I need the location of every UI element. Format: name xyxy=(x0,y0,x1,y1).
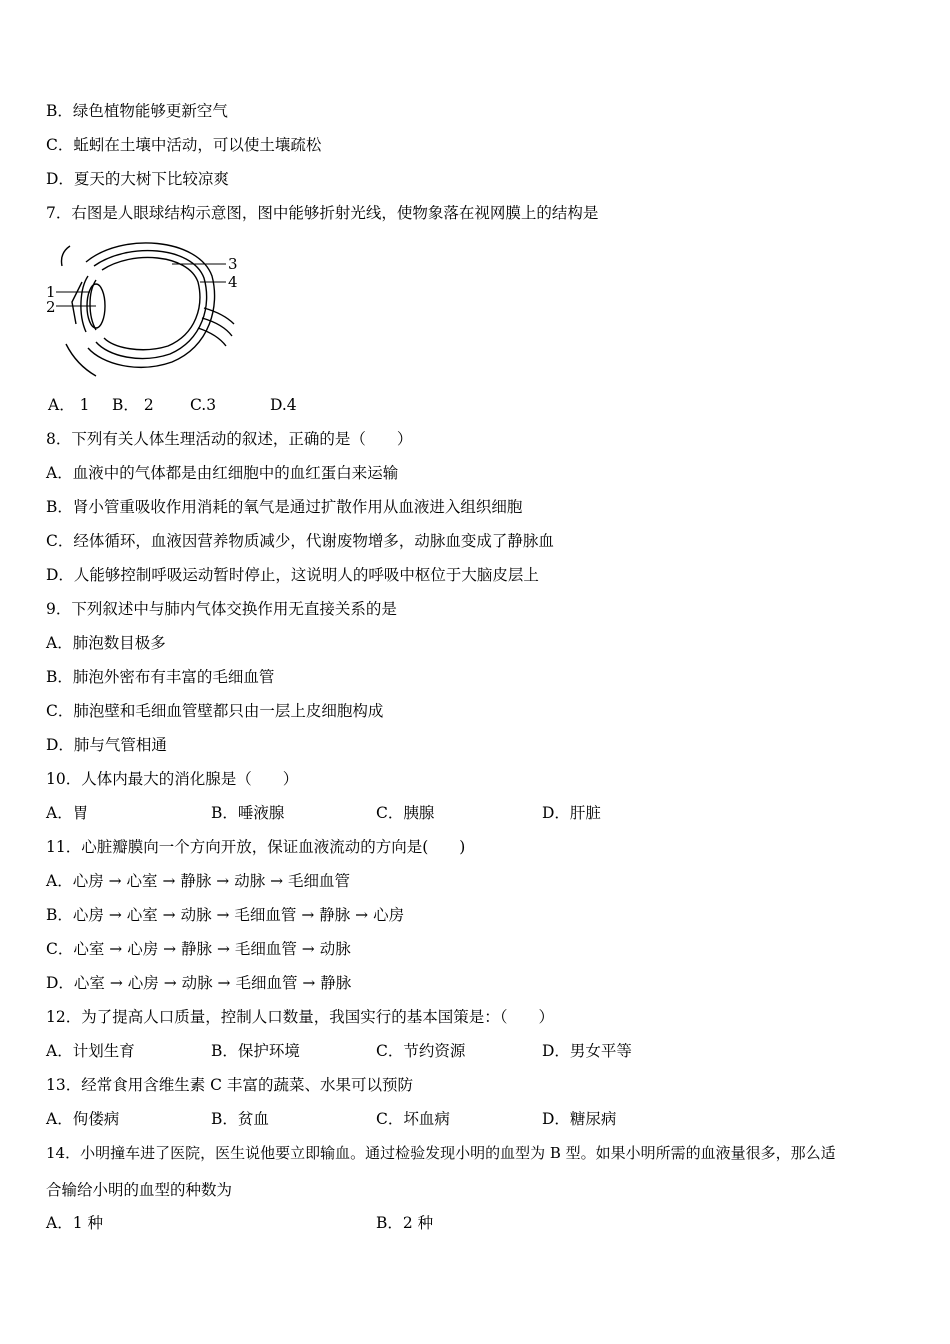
line-q9-b: B．肺泡外密布有丰富的毛细血管 xyxy=(46,668,275,686)
line-q11-b: B．心房 → 心室 → 动脉 → 毛细血管 → 静脉 → 心房 xyxy=(46,906,405,924)
option: C.3 xyxy=(190,396,217,414)
option: B．唾液腺 xyxy=(211,804,285,822)
line-q6-d: D．夏天的大树下比较凉爽 xyxy=(46,170,229,188)
question-12: 12．为了提高人口质量，控制人口数量，我国实行的基本国策是：（ ） xyxy=(46,1008,554,1026)
option: D．糖尿病 xyxy=(542,1110,617,1128)
option: D．男女平等 xyxy=(542,1042,632,1060)
option: B．保护环境 xyxy=(211,1042,300,1060)
eye-label-2: 2 xyxy=(46,298,56,316)
question-7: 7．右图是人眼球结构示意图，图中能够折射光线，使物象落在视网膜上的结构是 xyxy=(46,204,599,222)
question-14: 14．小明撞车进了医院，医生说他要立即输血。通过检验发现小明的血型为 B 型。如果小明所需的血液量很多，那么适 xyxy=(46,1144,836,1162)
line-q9-a: A．肺泡数目极多 xyxy=(46,634,166,652)
line-q11-d: D．心室 → 心房 → 动脉 → 毛细血管 → 静脉 xyxy=(46,974,352,992)
option: A．胃 xyxy=(46,804,89,822)
option: B． 2 xyxy=(112,396,154,414)
line-q11-a: A．心房 → 心室 → 静脉 → 动脉 → 毛细血管 xyxy=(46,872,351,890)
question-8: 8．下列有关人体生理活动的叙述，正确的是（ ） xyxy=(46,430,413,448)
option: A．1 种 xyxy=(46,1214,103,1232)
line-q9-c: C．肺泡壁和毛细血管壁都只由一层上皮细胞构成 xyxy=(46,702,384,720)
eye-label-4: 4 xyxy=(228,273,238,291)
option: B．2 种 xyxy=(376,1214,434,1232)
question-11: 11．心脏瓣膜向一个方向开放，保证血液流动的方向是( ) xyxy=(46,838,466,856)
line-q6-b: B．绿色植物能够更新空气 xyxy=(46,102,228,120)
line-q8-a: A．血液中的气体都是由红细胞中的血红蛋白来运输 xyxy=(46,464,399,482)
question-13: 13．经常食用含维生素 C 丰富的蔬菜、水果可以预防 xyxy=(46,1076,413,1094)
eye-label-3: 3 xyxy=(228,255,238,273)
option: B．贫血 xyxy=(211,1110,269,1128)
eye-structure-diagram xyxy=(42,236,242,382)
line-q8-b: B．肾小管重吸收作用消耗的氧气是通过扩散作用从血液进入组织细胞 xyxy=(46,498,523,516)
option: D.4 xyxy=(270,396,297,414)
option: C．节约资源 xyxy=(376,1042,466,1060)
line-q11-c: C．心室 → 心房 → 静脉 → 毛细血管 → 动脉 xyxy=(46,940,351,958)
eye-label-1: 1 xyxy=(46,283,56,301)
line-q9-d: D．肺与气管相通 xyxy=(46,736,167,754)
option: D．肝脏 xyxy=(542,804,601,822)
line-q8-c: C．经体循环，血液因营养物质减少，代谢废物增多，动脉血变成了静脉血 xyxy=(46,532,554,550)
option: A． 1 xyxy=(48,396,90,414)
question-10: 10．人体内最大的消化腺是（ ） xyxy=(46,770,299,788)
option: C．坏血病 xyxy=(376,1110,450,1128)
option: A．佝偻病 xyxy=(46,1110,120,1128)
line-q6-c: C．蚯蚓在土壤中活动，可以使土壤疏松 xyxy=(46,136,322,154)
option: A．计划生育 xyxy=(46,1042,135,1060)
option: C．胰腺 xyxy=(376,804,435,822)
question-14-cont: 合输给小明的血型的种数为 xyxy=(46,1181,233,1199)
question-9: 9．下列叙述中与肺内气体交换作用无直接关系的是 xyxy=(46,600,397,618)
line-q8-d: D．人能够控制呼吸运动暂时停止，这说明人的呼吸中枢位于大脑皮层上 xyxy=(46,566,539,584)
